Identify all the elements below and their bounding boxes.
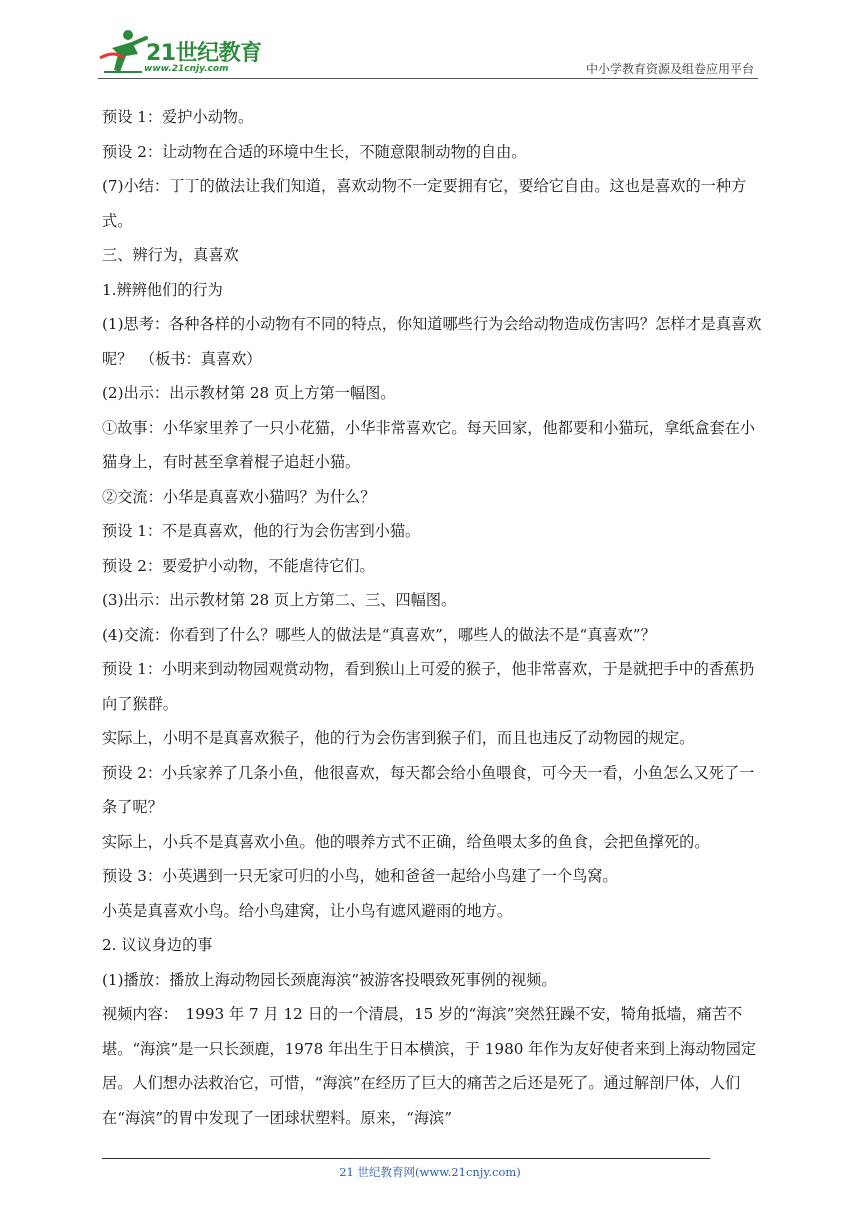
logo	[98, 28, 268, 76]
paragraph: (4)交流：你看到了什么？哪些人的做法是“真喜欢”，哪些人的做法不是“真喜欢”？	[102, 625, 656, 644]
document-body	[102, 100, 766, 1135]
paragraph: 预设 3：小英遇到一只无家可归的小鸟，她和爸爸一起给小鸟建了一个鸟窝。	[102, 867, 618, 885]
paragraph: 预设 1：小明来到动物园观赏动物，看到猴山上可爱的猴子，他非常喜欢，于是就把手中的香蕉扔向了猴群。	[102, 660, 755, 713]
paragraph: (3)出示：出示教材第 28 页上方第二、三、四幅图。	[102, 591, 457, 609]
paragraph: 小英是真喜欢小鸟。给小鸟建窝，让小鸟有遮风避雨的地方。	[102, 901, 513, 920]
paragraph: 预设 2：小兵家养了几条小鱼，他很喜欢，每天都会给小鱼喂食，可今天一看，小鱼怎么又死了一条了呢？	[102, 763, 755, 816]
paragraph: 预设 1：爱护小动物。	[102, 108, 254, 126]
paragraph: 预设 1：不是真喜欢，他的行为会伤害到小猫。	[102, 522, 421, 540]
paragraph: ①故事：小华家里养了一只小花猫，小华非常喜欢它。每天回家，他都要和小猫玩，拿纸盒套在小猫身上，有时甚至拿着棍子追赶小猫。	[102, 418, 756, 471]
paragraph: (2)出示：出示教材第 28 页上方第一幅图。	[102, 384, 396, 402]
paragraph: 实际上，小兵不是真喜欢小鱼。他的喂养方式不正确，给鱼喂太多的鱼食，会把鱼撑死的。	[102, 832, 710, 851]
paragraph: 视频内容： 1993 年 7 月 12 日的一个清晨，15 岁的“海滨”突然狂躁不安，犄角抵墙，痛苦不堪。“海滨”是一只长颈鹿，1978 年出生于日本横滨，于 1980 年作为友好使者来到上海动物园定居。人们想办法救治它，可惜，“海滨”在经历了巨大的痛苦之后还是死了。通过解剖尸体，人们在“海滨”的胃中发现了一团球状塑料。原来，“海滨”	[102, 1005, 757, 1127]
section-heading: 三、辨行为，真喜欢	[102, 246, 239, 264]
runner-logo-icon	[98, 28, 150, 76]
paragraph: (7)小结：丁丁的做法让我们知道，喜欢动物不一定要拥有它，要给它自由。这也是喜欢的一种方式。	[102, 177, 747, 230]
paragraph: 预设 2：让动物在合适的环境中生长，不随意限制动物的自由。	[102, 142, 527, 161]
paragraph: 实际上，小明不是真喜欢猴子，他的行为会伤害到猴子们，而且也违反了动物园的规定。	[102, 729, 695, 747]
subsection-heading: 1.辨辨他们的行为	[102, 280, 223, 299]
paragraph: (1)思考：各种各样的小动物有不同的特点，你知道哪些行为会给动物造成伤害吗？怎样才是真喜欢呢？ （板书：真喜欢）	[102, 315, 762, 368]
page-footer[interactable]: 21 世纪教育网(www.21cnjy.com)	[339, 1165, 521, 1179]
header-divider	[98, 78, 758, 79]
logo-text: 21世纪教育	[146, 41, 262, 66]
paragraph: ②交流：小华是真喜欢小猫吗？为什么？	[102, 487, 376, 506]
subsection-heading: 2. 议议身边的事	[102, 936, 213, 954]
paragraph: (1)播放：播放上海动物园长颈鹿海滨”被游客投喂致死事例的视频。	[102, 970, 557, 989]
footer-divider	[102, 1158, 710, 1159]
paragraph: 预设 2：要爱护小动物，不能虐待它们。	[102, 556, 375, 575]
logo-url: www.21cnjy.com	[144, 64, 229, 74]
header-site-tagline: 中小学教育资源及组卷应用平台	[585, 62, 754, 76]
page-header	[98, 28, 758, 82]
